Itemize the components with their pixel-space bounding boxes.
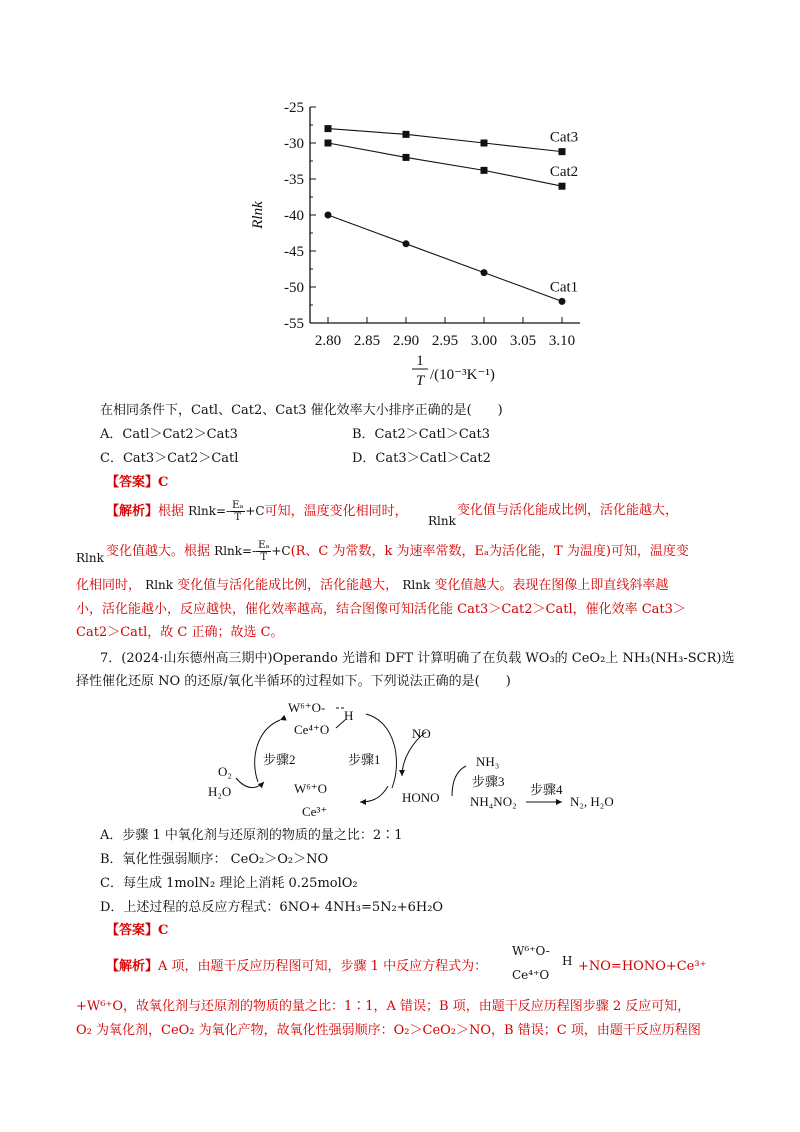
formula-numerator: Eₐ	[258, 540, 270, 551]
q7-option-a: A．步骤 1 中氧化剂与还原剂的物质的量之比：2∶1	[100, 828, 403, 843]
series-cat2	[325, 140, 579, 190]
series-line	[328, 129, 562, 152]
q6-option-a: A．Catl＞Cat2＞Cat3	[100, 427, 238, 442]
formula-numerator: Eₐ	[232, 500, 244, 511]
structure-h: H	[562, 954, 573, 968]
ce3-label: Ce³⁺	[302, 804, 328, 819]
analysis-tag: 【解析】	[106, 959, 159, 974]
structure-ce4o: Ce⁴⁺O	[512, 968, 550, 982]
step1-arc	[366, 714, 396, 788]
y-tick-label: -45	[284, 244, 304, 260]
analysis-text: 变化值越大。根据	[106, 544, 211, 559]
rlnk-term: Rlnk	[145, 578, 174, 592]
q7-stem-line2: 择性催化还原 NO 的还原/氧化半循环的过程如下。下列说法正确的是( )	[76, 674, 511, 689]
x-tick-label: 3.10	[548, 333, 576, 349]
series-line	[328, 215, 562, 301]
x-tick-label: 2.85	[353, 333, 381, 349]
y-tick-label: -55	[284, 316, 304, 332]
q7-analysis-line1	[106, 958, 487, 976]
q7-option-b: B．氧化性强弱顺序： CeO₂＞O₂＞NO	[100, 852, 329, 867]
q6-option-c: C．Cat3＞Cat2＞Catl	[100, 451, 239, 466]
arrhenius-formula	[214, 540, 290, 563]
q7-analysis-line2: +W⁶⁺O，故氧化剂与还原剂的物质的量之比：1∶1，A 错误；B 项，由题干反应历程图步骤 2 反应可知，	[76, 999, 691, 1014]
formula-rhs: +C	[245, 504, 265, 518]
analysis-text: 根据	[158, 504, 185, 519]
y-tick-label: -50	[284, 280, 304, 296]
q7-option-d: D．上述过程的总反应方程式：6NO+ 4NH₃=5N₂+6H₂O	[100, 900, 444, 915]
x-tick-label: 2.80	[314, 333, 342, 349]
rlnk-term: Rlnk	[402, 578, 431, 592]
x-tick-label: 2.95	[431, 333, 459, 349]
q7-answer	[106, 922, 168, 940]
q6-analysis-line5: Cat2＞Catl，故 C 正确；故选 C。	[76, 625, 284, 640]
x-tick-label: 2.90	[392, 333, 420, 349]
data-point	[481, 269, 488, 276]
q6-analysis-line2	[106, 540, 689, 570]
data-point	[403, 131, 410, 138]
series-line	[328, 143, 562, 186]
x-axis-label-unit: /(10⁻³K⁻¹)	[430, 367, 495, 383]
series-cat3	[325, 125, 579, 155]
step3-label: 步骤3	[472, 774, 505, 789]
series-label: Cat1	[549, 279, 579, 296]
y-tick-label: -35	[284, 172, 304, 188]
rlnk-term: Rlnk	[428, 514, 456, 528]
q6-option-b: B．Cat2＞Catl＞Cat3	[352, 427, 491, 442]
x-tick-label: 3.00	[470, 333, 498, 349]
data-point	[559, 183, 566, 190]
answer-tag: 【答案】	[106, 475, 159, 490]
step3-arc	[452, 766, 466, 796]
rlnk-term: Rlnk	[76, 551, 104, 565]
q6-analysis-line1	[106, 500, 408, 530]
rlnk-vs-inverse-t-chart	[240, 95, 600, 395]
ce4o-label: Ce⁴⁺O	[294, 722, 330, 737]
chart-series	[325, 125, 579, 305]
q6-answer	[106, 474, 168, 492]
q6-stem: 在相同条件下，Catl、Cat2、Cat3 催化效率大小排序正确的是( )	[100, 403, 503, 418]
analysis-text: 化相同时，	[76, 578, 142, 593]
analysis-text: 变化值越大。表现在图像上即直线斜率越	[434, 578, 669, 593]
series-label: Cat2	[549, 164, 579, 181]
data-point	[403, 240, 410, 247]
w6o-top-label: W⁶⁺O-	[288, 700, 326, 715]
data-point	[481, 140, 488, 147]
step2-label: 步骤2	[263, 752, 296, 767]
nh3-label: NH₃	[476, 754, 500, 769]
hono-label: HONO	[402, 790, 440, 805]
formula-denominator: T	[260, 552, 268, 563]
q7-option-c: C．每生成 1molN₂ 理论上消耗 0.25molO₂	[100, 876, 358, 891]
y-tick-label: -25	[284, 100, 304, 116]
w6o-label: W⁶⁺O	[294, 781, 328, 796]
series-label: Cat3	[549, 129, 579, 146]
reaction-cycle-diagram	[190, 690, 650, 830]
x-axis-label-denominator: T	[415, 373, 425, 389]
step1-label: 步骤1	[348, 752, 381, 767]
data-point	[481, 167, 488, 174]
x-axis-label-numerator: 1	[416, 353, 424, 369]
data-point	[325, 140, 332, 147]
o2-label: O₂	[218, 764, 232, 779]
formula-denominator: T	[234, 512, 242, 523]
y-axis-label: Rlnk	[250, 201, 266, 229]
answer-tag: 【答案】	[106, 923, 159, 938]
formula-lhs: Rlnk=-	[214, 544, 257, 558]
data-point	[403, 154, 410, 161]
o2-in-arrow	[236, 778, 264, 788]
step1-return-arrow	[360, 786, 388, 802]
arrhenius-formula	[188, 500, 264, 523]
oh-bond	[336, 720, 345, 728]
q7-analysis-structure	[512, 944, 573, 982]
q6-analysis-line3	[76, 576, 668, 595]
y-tick-label: -40	[284, 208, 304, 224]
step4-label: 步骤4	[530, 782, 563, 797]
h2o-label: H₂O	[208, 784, 232, 799]
x-tick-label: 3.05	[509, 333, 537, 349]
no-label: NO	[412, 726, 431, 741]
analysis-text: 可知，温度变化相同时，	[264, 504, 408, 519]
nh4no2-label: NH₄NO₂	[470, 794, 517, 809]
data-point	[559, 298, 566, 305]
analysis-text: 变化值与活化能成比例，活化能越大，	[177, 578, 399, 593]
answer-value: C	[158, 475, 169, 490]
data-point	[325, 125, 332, 132]
q7-analysis-line3: O₂ 为氧化剂，CeO₂ 为氧化产物，故氧化性强弱顺序：O₂＞CeO₂＞NO，B 错误；C 项，由题干反应历程图	[76, 1023, 701, 1038]
q6-analysis-line1-end: 变化值与活化能成比例，活化能越大，	[457, 503, 679, 518]
y-tick-label: -30	[284, 136, 304, 152]
structure-w6o: W⁶⁺O-	[512, 944, 550, 958]
analysis-tag: 【解析】	[106, 504, 159, 519]
step2-arrow	[255, 720, 280, 782]
formula-lhs: Rlnk=-	[188, 504, 231, 518]
q6-option-d: D．Cat3＞Catl＞Cat2	[352, 451, 491, 466]
formula-rhs: +C	[271, 544, 291, 558]
q7-analysis-line1-tail: +NO=HONO+Ce³⁺	[578, 959, 707, 974]
products-label: N₂, H₂O	[570, 794, 614, 809]
data-point	[325, 212, 332, 219]
h-label: H	[344, 708, 354, 723]
series-cat1	[325, 212, 579, 305]
q6-analysis-line4: 小，活化能越小，反应越快，催化效率越高，结合图像可知活化能 Cat3＞Cat2＞Catl，催化效率 Cat3＞	[76, 602, 686, 617]
analysis-text: A 项，由题干反应历程图可知，步骤 1 中反应方程式为：	[158, 959, 488, 974]
data-point	[559, 148, 566, 155]
answer-value: C	[158, 923, 169, 938]
q7-stem-line1: 7．(2024·山东德州高三期中)Operando 光谱和 DFT 计算明确了在负载 WO₃的 CeO₂上 NH₃(NH₃-SCR)选	[100, 651, 735, 666]
analysis-text: (R、C 为常数，k 为速率常数，Eₐ为活化能，T 为温度)可知，温度变	[290, 544, 689, 559]
